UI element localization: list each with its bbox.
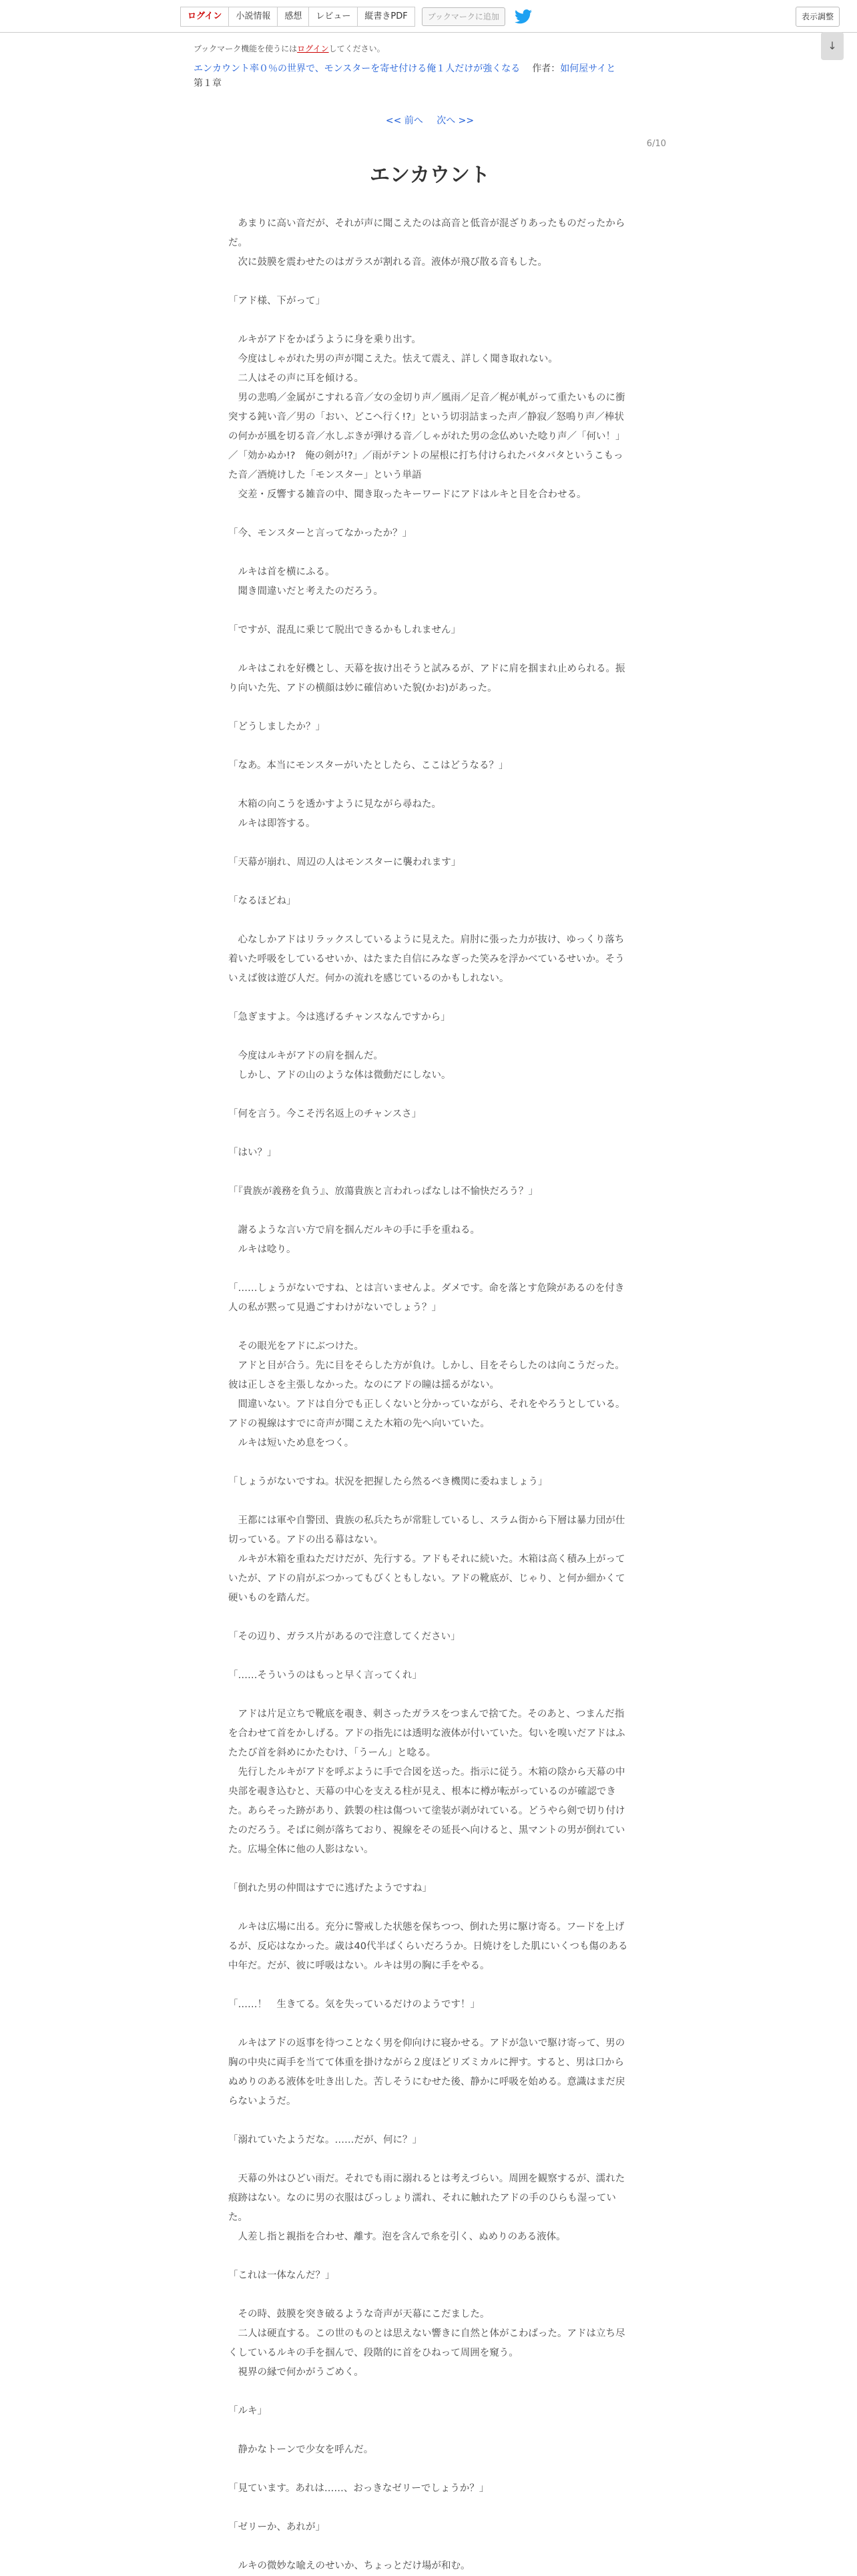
novel-paragraph: 「……しょうがないですね、とは言いませんよ。ダメです。命を落とす危険があるのを付き人の私が黙って見過ごすわけがないでしょう？」 <box>228 1283 625 1313</box>
novel-paragraph: 男の悲鳴／金属がこすれる音／女の金切り声／風雨／足音／梶が軋がって重たいものに衝突する鈍い音／男の「おい、どこへ行く!?」という切羽詰まった声／静寂／怒鳴り声／棒状の何かが風を切る音／水しぶきが弾ける音／しゃがれた男の念仏めいた唸り声／「何い！」／「効かぬか!? 俺の剣が!?」／雨がテントの屋根に打ち付けられたバタバタというこもった音／酒焼けした「モンスター」という単語 <box>228 393 625 481</box>
novel-paragraph <box>228 1608 631 1627</box>
novel-paragraph: 「ですが、混乱に乗じて脱出できるかもしれません」 <box>228 625 461 635</box>
novel-paragraph <box>228 2150 631 2169</box>
nav-comments[interactable]: 感想 <box>277 7 308 27</box>
novel-paragraph: ルキはこれを好機とし、天幕を抜け出そうと試みるが、アドに肩を掴まれ止められる。振り向いた先、アドの横顔は妙に確信めいた貌(かお)があった。 <box>228 664 625 694</box>
novel-paragraph: 「今、モンスターと言ってなかったか？」 <box>228 528 412 539</box>
novel-paragraph: 「なるほどね」 <box>228 896 296 907</box>
novel-paragraph <box>228 601 631 621</box>
novel-paragraph: 「なあ。本当にモンスターがいたとしたら、ここはどうなる？」 <box>228 760 509 771</box>
novel-paragraph: 交差・反響する雑音の中、聞き取ったキーワードにアドはルキと目を合わせる。 <box>228 489 587 500</box>
novel-paragraph: 「はい？」 <box>228 1147 277 1158</box>
top-navigation <box>0 0 857 33</box>
novel-paragraph: 間違いない。アドは自分でも正しくないと分かっていながら、それをやろうとしている。アドの視線はすでに奇声が聞こえた木箱の先へ向いていた。 <box>228 1399 625 1429</box>
novel-paragraph <box>228 2537 631 2557</box>
novel-paragraph: ルキがアドをかばうように身を乗り出す。 <box>228 334 421 345</box>
novel-paragraph <box>228 1124 631 1143</box>
novel-paragraph: 「……！ 生きてる。気を失っているだけのようです！」 <box>228 1999 480 2010</box>
novel-paragraph <box>228 311 631 330</box>
novel-paragraph: 聞き間違いだと考えたのだろう。 <box>228 586 383 597</box>
nav-vertical-pdf[interactable]: 縦書きPDF <box>357 7 414 27</box>
novel-paragraph: 二人はその声に耳を傾ける。 <box>228 373 364 384</box>
novel-paragraph <box>228 1647 631 1666</box>
novel-paragraph <box>228 640 631 660</box>
display-settings-button[interactable]: 表示調整 <box>796 7 840 27</box>
novel-paragraph <box>228 776 631 795</box>
novel-paragraph: 「何を言う。今こそ汚名返上のチャンスさ」 <box>228 1109 422 1119</box>
series-title-link[interactable]: エンカウント率０％の世界で、モンスターを寄せ付ける俺１人だけが強くなる <box>194 63 521 74</box>
novel-paragraph: 「『貴族が義務を負う』、放蕩貴族と言われっぱなしは不愉快だろう？」 <box>228 1186 538 1197</box>
novel-paragraph <box>228 2421 631 2440</box>
novel-paragraph <box>228 872 631 892</box>
notice-prefix: ブックマーク機能を使うには <box>194 44 298 53</box>
novel-paragraph <box>228 2382 631 2402</box>
novel-paragraph: 人差し指と親指を合わせ、離す。泡を含んで糸を引く、ぬめりのある液体。 <box>228 2232 566 2242</box>
novel-paragraph: 「しょうがないですね。状況を把握したら然るべき機関に委ねましょう」 <box>228 1477 548 1487</box>
novel-paragraph: あまりに高い音だが、それが声に聞こえたのは高音と低音が混ざりあったものだったからだ。 <box>228 218 625 248</box>
novel-paragraph <box>228 1492 631 1511</box>
novel-paragraph <box>228 989 631 1008</box>
novel-paragraph: 木箱の向こうを透かすように見ながら尋ねた。 <box>228 799 441 810</box>
nav-menu <box>180 7 532 27</box>
novel-paragraph <box>228 1260 631 1279</box>
novel-paragraph <box>228 2499 631 2518</box>
series-header <box>194 61 666 76</box>
prev-link[interactable]: << 前へ <box>385 115 423 126</box>
next-link[interactable]: 次へ >> <box>437 115 475 126</box>
novel-paragraph <box>228 2111 631 2131</box>
novel-paragraph <box>228 1976 631 1995</box>
notice-login-link[interactable]: ログイン <box>297 44 329 53</box>
novel-paragraph <box>228 698 631 718</box>
novel-paragraph: ルキは短いため息をつく。 <box>228 1438 354 1449</box>
novel-paragraph <box>228 1898 631 1918</box>
novel-paragraph: 先行したルキがアドを呼ぶように手で合図を送った。指示に従う。木箱の陰から天幕の中央部を覗き込むと、天幕の中心を支える柱が見え、根本に樽が転がっているのが確認できた。あらそった跡があり、鉄製の柱は傷ついて塗装が剥がれている。どうやら剣で切り付けたのだろう。そばに剣が落ちており、視線をその延長へ向けると、黒マントの男が倒れていた。広場全体に他の人影はない。 <box>228 1767 625 1855</box>
novel-paragraph: 「ゼリーか、あれが」 <box>228 2522 325 2533</box>
novel-paragraph: その時、鼓膜を突き破るような奇声が天幕にこだました。 <box>228 2309 490 2320</box>
novel-paragraph: 「これは一体なんだ？」 <box>228 2270 335 2281</box>
novel-paragraph: ルキは唸り。 <box>228 1244 296 1255</box>
pager <box>194 113 666 127</box>
scroll-down-icon[interactable]: ↓ <box>821 32 844 60</box>
author-label: 作者： <box>532 63 561 74</box>
novel-paragraph: 視界の縁で何かがうごめく。 <box>228 2367 364 2378</box>
novel-paragraph: 次に鼓膜を震わせたのはガラスが割れる音。液体が飛び散る音もした。 <box>228 257 548 268</box>
novel-paragraph <box>228 505 631 524</box>
novel-paragraph <box>228 834 631 853</box>
novel-paragraph: ルキの微妙な喩えのせいか、ちょっとだけ場が和む。 <box>228 2561 471 2571</box>
novel-paragraph <box>228 1453 631 1473</box>
chapter-title: 第１章 <box>194 78 222 89</box>
novel-paragraph <box>228 1860 631 1879</box>
novel-paragraph <box>228 1027 631 1047</box>
login-notice <box>194 43 666 55</box>
novel-paragraph: 「見ています。あれは……、おっきなゼリーでしょうか？」 <box>228 2483 489 2494</box>
novel-paragraph: アドと目が合う。先に目をそらした方が負け。しかし、目をそらしたのは向こうだった。彼は正しさを主張しなかった。なのにアドの瞳は揺るがない。 <box>228 1360 625 1390</box>
novel-paragraph: その眼光をアドにぶつけた。 <box>228 1341 364 1352</box>
novel-paragraph <box>228 1686 631 1705</box>
novel-paragraph: ルキは広場に出る。充分に警戒した状態を保ちつつ、倒れた男に駆け寄る。フードを上げるが、反応はなかった。歳は40代半ばくらいだろうか。日焼けをした肌にいくつも傷のある中年だ。だが、彼に呼吸はない。ルキは男の胸に手をやる。 <box>228 1922 628 1971</box>
novel-paragraph: ルキが木箱を重ねただけだが、先行する。アドもそれに続いた。木箱は高く積み上がっていたが、アドの肩がぶつかってもびくともしない。アドの靴底が、じゃり、と何か細かくて硬いものを踏んだ。 <box>228 1554 625 1603</box>
author-link[interactable]: 如何屋サイと <box>560 63 616 74</box>
twitter-icon[interactable] <box>515 9 532 24</box>
page-count: 6/10 <box>646 139 666 149</box>
novel-paragraph: 天幕の外はひどい雨だ。それでも雨に溺れるとは考えづらい。周囲を観察するが、濡れた痕跡はない。なのに男の衣服はびっしょり濡れ、それに触れたアドの手のひらも湿っていた。 <box>228 2173 625 2223</box>
novel-paragraph: 「急ぎますよ。今は逃げるチャンスなんですから」 <box>228 1012 451 1023</box>
novel-paragraph: ルキはアドの返事を待つことなく男を仰向けに寝かせる。アドが急いで駆け寄って、男の胸の中央に両手を当てて体重を掛けながら２度ほどリズミカルに押す。すると、男は口からぬめりのある液体を吐き出した。苦しそうにむせた後、静かに呼吸を始める。意識はまだ戻らないようだ。 <box>228 2038 625 2107</box>
novel-paragraph: アドは片足立ちで靴底を覗き、刺さったガラスをつまんで捨てた。そのあと、つまんだ指を合わせて首をかしげる。アドの指先には透明な液体が付いていた。匂いを嗅いだアドはふたたび首を斜めにかたむけ、「うーん」と唸る。 <box>228 1709 625 1758</box>
novel-paragraph: 今度はルキがアドの肩を掴んだ。 <box>228 1051 383 1061</box>
novel-paragraph: 「天幕が崩れ、周辺の人はモンスターに襲われます」 <box>228 857 461 868</box>
bookmark-button[interactable]: ブックマークに追加 <box>422 7 505 26</box>
novel-paragraph: 二人は硬直する。この世のものとは思えない響きに自然と体がこわばった。アドは立ち尽くしているルキの手を掴んで、段階的に首をひねって周囲を窺う。 <box>228 2328 625 2358</box>
novel-paragraph: ルキは首を横にふる。 <box>228 567 335 577</box>
novel-paragraph <box>228 2247 631 2266</box>
novel-paragraph: 謝るような言い方で肩を掴んだルキの手に手を重ねる。 <box>228 1225 480 1236</box>
novel-paragraph: 「アド様、下がって」 <box>228 296 325 306</box>
novel-paragraph: 王都には軍や自警団、貴族の私兵たちが常駐しているし、スラム街から下層は暴力団が仕切っている。アドの出る幕はない。 <box>228 1515 625 1545</box>
novel-paragraph <box>228 1163 631 1182</box>
novel-paragraph <box>228 2286 631 2305</box>
novel-paragraph: 「倒れた男の仲間はすでに逃げたようですね」 <box>228 1883 432 1894</box>
novel-paragraph: 「……そういうのはもっと早く言ってくれ」 <box>228 1670 422 1681</box>
novel-paragraph <box>228 1085 631 1105</box>
novel-paragraph <box>228 1202 631 1221</box>
novel-paragraph: 心なしかアドはリラックスしているように見えた。肩肘に張った力が抜け、ゆっくり落ち着いた呼吸をしているせいか、はたまた自信にみなぎった笑みを浮かべているせいか。そういえば彼は遊び人だ。何かの流れを感じているのかもしれない。 <box>228 935 625 984</box>
novel-body <box>194 214 666 2576</box>
novel-paragraph: ルキは即答する。 <box>228 818 316 829</box>
novel-paragraph: しかし、アドの山のような体は微動だにしない。 <box>228 1070 451 1081</box>
novel-paragraph: 静かなトーンで少女を呼んだ。 <box>228 2444 374 2455</box>
nav-novel-info[interactable]: 小説情報 <box>228 7 277 27</box>
episode-title: エンカウント <box>370 164 490 187</box>
novel-paragraph: 「その辺り、ガラス片があるので注意してください」 <box>228 1631 461 1642</box>
main-content <box>194 32 666 2576</box>
novel-paragraph <box>228 272 631 292</box>
novel-paragraph: 今度はしゃがれた男の声が聞こえた。怯えて震え、詳しく聞き取れない。 <box>228 354 558 364</box>
novel-paragraph: 「どうしましたか？」 <box>228 722 325 732</box>
novel-paragraph <box>228 737 631 756</box>
novel-paragraph <box>228 2015 631 2034</box>
novel-paragraph <box>228 2460 631 2479</box>
novel-paragraph <box>228 911 631 931</box>
nav-login[interactable]: ログイン <box>180 7 228 27</box>
novel-paragraph: 「溺れていたようだな。……だが、何に？」 <box>228 2135 422 2145</box>
novel-paragraph: 「ルキ」 <box>228 2406 267 2416</box>
nav-review[interactable]: レビュー <box>308 7 357 27</box>
novel-paragraph <box>228 543 631 563</box>
notice-suffix: してください。 <box>328 44 385 53</box>
novel-paragraph <box>228 1318 631 1337</box>
